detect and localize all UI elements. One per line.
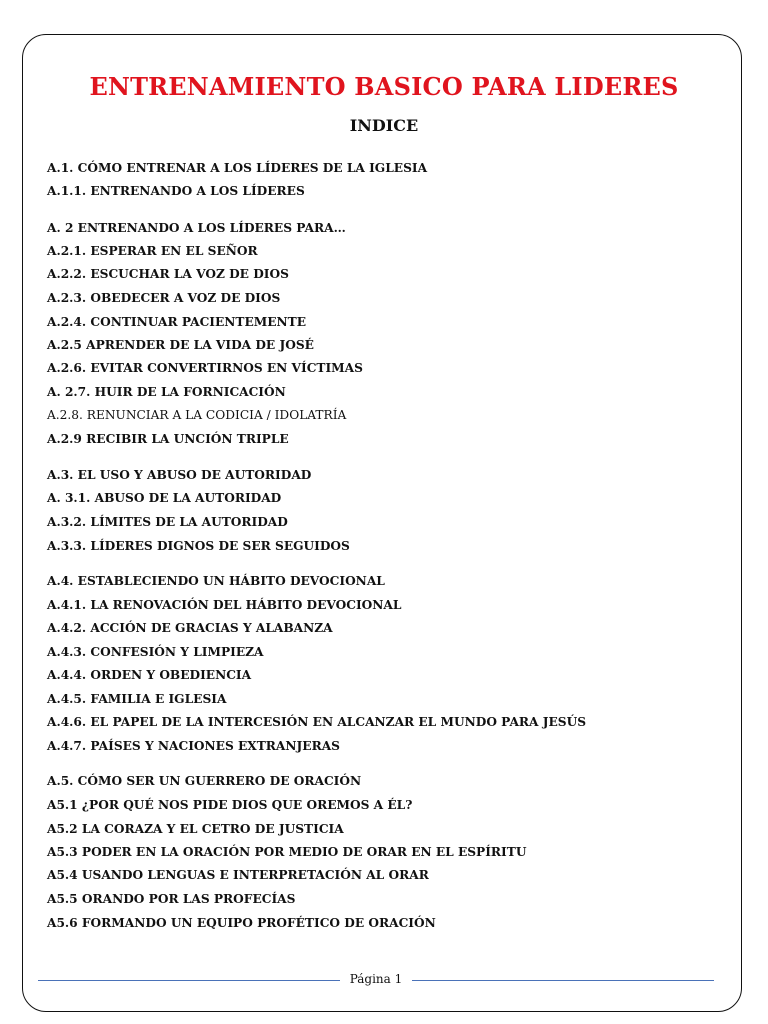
toc-entry-a2-2: A.2.2. ESCUCHAR LA VOZ DE DIOS — [47, 267, 289, 281]
toc-entry-a2-3: A.2.3. OBEDECER A VOZ DE DIOS — [47, 291, 281, 305]
toc-entry-a2-5: A.2.5 APRENDER DE LA VIDA DE JOSÉ — [47, 338, 314, 352]
document-title: ENTRENAMIENTO BASICO PARA LIDERES — [89, 72, 679, 101]
toc-entry-a5-3: A5.3 PODER EN LA ORACIÓN POR MEDIO DE ORAR EN EL ESPÍRITU — [47, 845, 527, 859]
toc-entry-a5: A.5. CÓMO SER UN GUERRERO DE ORACIÓN — [47, 774, 362, 788]
toc-entry-a4-4: A.4.4. ORDEN Y OBEDIENCIA — [47, 668, 252, 682]
toc-entry-a4-5: A.4.5. FAMILIA E IGLESIA — [47, 692, 227, 706]
toc-entry-a2-1: A.2.1. ESPERAR EN EL SEÑOR — [47, 244, 258, 258]
toc-entry-a2-4: A.2.4. CONTINUAR PACIENTEMENTE — [47, 315, 307, 329]
toc-entry-a5-6: A5.6 FORMANDO UN EQUIPO PROFÉTICO DE ORACIÓN — [47, 916, 436, 930]
toc-entry-a5-5: A5.5 ORANDO POR LAS PROFECÍAS — [47, 892, 296, 906]
toc-entry-a2-6: A.2.6. EVITAR CONVERTIRNOS EN VÍCTIMAS — [47, 361, 363, 375]
footer-rule-left — [38, 980, 340, 981]
toc-entry-a4: A.4. ESTABLECIENDO UN HÁBITO DEVOCIONAL — [47, 574, 385, 588]
toc-entry-a4-2: A.4.2. ACCIÓN DE GRACIAS Y ALABANZA — [47, 621, 333, 635]
toc-entry-a5-2: A5.2 LA CORAZA Y EL CETRO DE JUSTICIA — [47, 822, 344, 836]
footer-rule-right — [412, 980, 714, 981]
toc-entry-a1: A.1. CÓMO ENTRENAR A LOS LÍDERES DE LA IGLESIA — [47, 161, 428, 175]
toc-entry-a1-1: A.1.1. ENTRENANDO A LOS LÍDERES — [47, 184, 305, 198]
toc-entry-a4-3: A.4.3. CONFESIÓN Y LIMPIEZA — [47, 645, 264, 659]
toc-entry-a3-3: A.3.3. LÍDERES DIGNOS DE SER SEGUIDOS — [47, 539, 350, 553]
toc-entry-a2-9: A.2.9 RECIBIR LA UNCIÓN TRIPLE — [47, 432, 289, 446]
toc-entry-a5-1: A5.1 ¿POR QUÉ NOS PIDE DIOS QUE OREMOS A ÉL? — [47, 798, 413, 812]
toc-entry-a3: A.3. EL USO Y ABUSO DE AUTORIDAD — [47, 468, 312, 482]
toc-entry-a3-2: A.3.2. LÍMITES DE LA AUTORIDAD — [47, 515, 288, 529]
toc-entry-a2-8: A.2.8. RENUNCIAR A LA CODICIA / IDOLATRÍA — [47, 408, 347, 422]
toc-entry-a4-1: A.4.1. LA RENOVACIÓN DEL HÁBITO DEVOCIONAL — [47, 598, 402, 612]
index-heading: INDICE — [349, 116, 419, 135]
toc-entry-a3-1: A. 3.1. ABUSO DE LA AUTORIDAD — [47, 491, 282, 505]
toc-entry-a5-4: A5.4 USANDO LENGUAS E INTERPRETACIÓN AL ORAR — [47, 868, 429, 882]
page-number: Página 1 — [349, 972, 403, 986]
toc-entry-a4-6: A.4.6. EL PAPEL DE LA INTERCESIÓN EN ALCANZAR EL MUNDO PARA JESÚS — [47, 715, 587, 729]
toc-entry-a2-7: A. 2.7. HUIR DE LA FORNICACIÓN — [47, 385, 286, 399]
toc-entry-a2: A. 2 ENTRENANDO A LOS LÍDERES PARA… — [47, 221, 346, 235]
toc-entry-a4-7: A.4.7. PAÍSES Y NACIONES EXTRANJERAS — [47, 739, 340, 753]
